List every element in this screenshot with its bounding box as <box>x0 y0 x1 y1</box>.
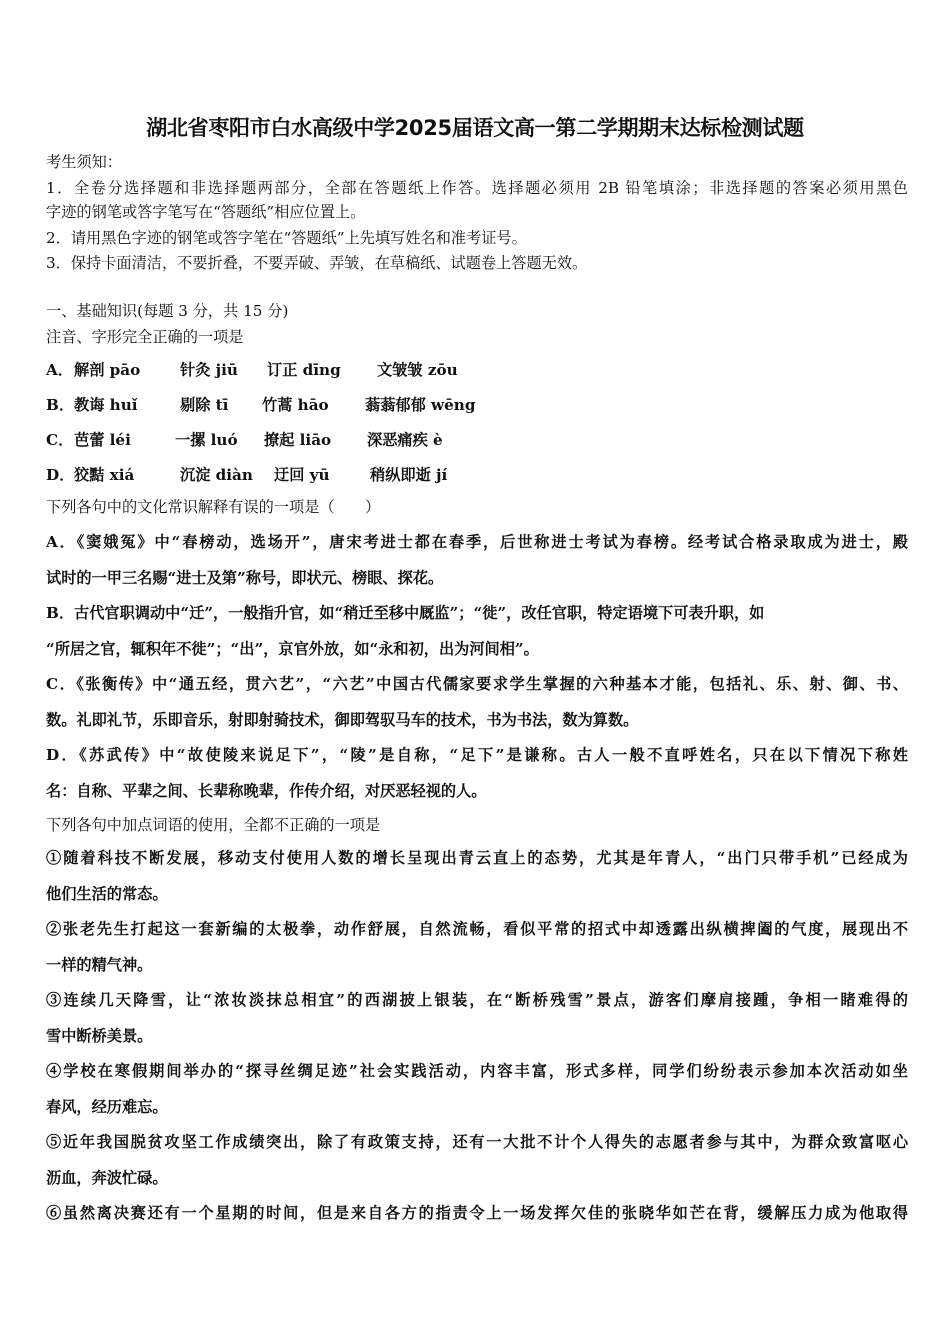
option-item: 蓊蓊郁郁 wēng <box>365 396 476 414</box>
q2-option-a: A．《窦娥冤》中“春榜动，选场开”，唐宋考进士都在春季，后世称进士考试为春榜。经考试合格录取成为进士，殿 <box>46 533 908 551</box>
option-item: 解剖 pāo <box>74 361 141 379</box>
option-item: 稍纵即逝 jí <box>370 466 448 484</box>
q3-item-1-cont: 他们生活的常态。 <box>46 885 168 903</box>
notice-item-1: 1．全卷分选择题和非选择题两部分，全部在答题纸上作答。选择题必须用 2B 铅笔填涂；非选择题的答案必须用黑色 <box>46 179 908 197</box>
q3-item-5: ⑤近年我国脱贫攻坚工作成绩突出，除了有政策支持，还有一大批不计个人得失的志愿者参与其中，为群众致富呕心 <box>46 1133 908 1151</box>
q2-option-c-cont: 数。礼即礼节，乐即音乐，射即射骑技术，御即驾驭马车的技术，书为书法，数为算数。 <box>46 711 639 729</box>
option-label: D． <box>46 466 75 484</box>
option-item: 一摞 luó <box>175 431 238 449</box>
option-label: B． <box>46 396 75 414</box>
notice-heading: 考生须知： <box>46 153 122 171</box>
option-item: 文皱皱 zōu <box>377 361 458 379</box>
question-2-stem: 下列各句中的文化常识解释有误的一项是（ ） <box>46 498 381 516</box>
q3-item-3: ③连续几天降雪，让“浓妆淡抹总相宜”的西湖披上银装，在“断桥残雪”景点，游客们摩肩接踵，争相一睹难得的 <box>46 991 908 1009</box>
q3-item-2-cont: 一样的精气神。 <box>46 956 153 974</box>
notice-item-2: 2．请用黑色字迹的钢笔或答字笔在“答题纸”上先填写姓名和准考证号。 <box>46 229 527 247</box>
q3-item-2: ②张老先生打起这一套新编的太极拳，动作舒展，自然流畅，看似平常的招式中却透露出纵横捭阖的气度，展现出不 <box>46 920 908 938</box>
option-item: 剔除 tī <box>180 396 229 414</box>
q3-item-5-cont: 沥血，奔波忙碌。 <box>46 1169 168 1187</box>
option-item: 芭蕾 léi <box>74 431 131 449</box>
q3-item-1: ①随着科技不断发展，移动支付使用人数的增长呈现出青云直上的态势，尤其是年青人，“出门只带手机”已经成为 <box>46 849 908 867</box>
option-label: A． <box>46 361 73 379</box>
section-heading: 一、基础知识(每题 3 分，共 15 分) <box>46 302 289 320</box>
option-item: 狡黠 xiá <box>74 466 135 484</box>
q1-option-b <box>46 395 475 415</box>
q2-option-a-cont: 试时的一甲三名赐“进士及第”称号，即状元、榜眼、探花。 <box>46 569 444 587</box>
question-3-stem: 下列各句中加点词语的使用，全都不正确的一项是 <box>46 816 381 834</box>
option-item: 竹蒿 hāo <box>262 396 329 414</box>
q2-option-b-cont: “所居之官，辄积年不徙”；“出”，京官外放，如“永和初，出为河间相”。 <box>46 640 539 658</box>
option-item: 订正 dīng <box>267 361 341 379</box>
q2-option-b: B．古代官职调动中“迁”，一般指升官，如“稍迁至移中厩监”；“徙”，改任官职，特定语境下可表升职，如 <box>46 604 765 622</box>
q3-item-4-cont: 春风，经历难忘。 <box>46 1098 168 1116</box>
option-item: 教诲 huǐ <box>74 396 138 414</box>
q2-option-d-cont: 名：自称、平辈之间、长辈称晚辈，作传介绍，对厌恶轻视的人。 <box>46 782 487 800</box>
option-item: 针灸 jiū <box>180 361 238 379</box>
q1-option-c <box>46 430 443 450</box>
option-item: 沉淀 diàn <box>180 466 253 484</box>
q3-item-3-cont: 雪中断桥美景。 <box>46 1027 153 1045</box>
option-item: 撩起 liāo <box>264 431 332 449</box>
option-item: 迂回 yū <box>274 466 330 484</box>
q2-option-d: D．《苏武传》中“故使陵来说足下”，“陵”是自称，“足下”是谦称。古人一般不直呼姓名，只在以下情况下称姓 <box>46 746 908 764</box>
notice-item-3: 3．保持卡面清洁，不要折叠，不要弄破、弄皱，在草稿纸、试题卷上答题无效。 <box>46 254 588 272</box>
q3-item-6: ⑥虽然离决赛还有一个星期的时间，但是来自各方的指责令上一场发挥欠佳的张晓华如芒在背，缓解压力成为他取得 <box>46 1204 908 1222</box>
q2-option-c: C．《张衡传》中“通五经，贯六艺”，“六艺”中国古代儒家要求学生掌握的六种基本才能，包括礼、乐、射、御、书、 <box>46 675 908 693</box>
q1-option-d <box>46 465 447 485</box>
option-item: 深恶痛疾 è <box>367 431 443 449</box>
option-label: C． <box>46 431 74 449</box>
question-1-stem: 注音、字形完全正确的一项是 <box>46 328 244 346</box>
q1-option-a <box>46 360 458 380</box>
page-title: 湖北省枣阳市白水高级中学2025届语文高一第二学期期末达标检测试题 <box>146 116 804 140</box>
q3-item-4: ④学校在寒假期间举办的“探寻丝绸足迹”社会实践活动，内容丰富，形式多样，同学们纷纷表示参加本次活动如坐 <box>46 1062 908 1080</box>
notice-item-1-cont: 字迹的钢笔或答字笔写在“答题纸”相应位置上。 <box>46 203 366 221</box>
